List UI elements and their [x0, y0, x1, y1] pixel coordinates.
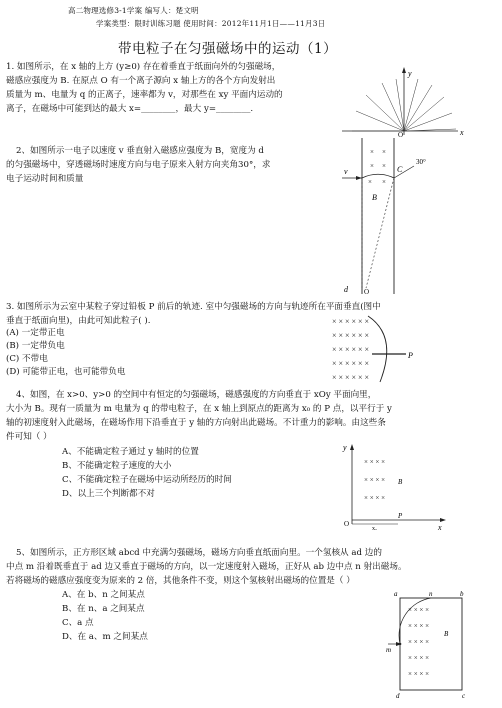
svg-text:×: × [382, 148, 386, 156]
question-2-line-3: 电子运动时间和质量 [6, 174, 84, 184]
question-1-line-1: 1. 如图所示，在 x 轴的上方 (y≥0) 存在着垂直于纸面向外的匀强磁场， [6, 62, 281, 72]
question-4-option-d: D、以上三个判断都不对 [62, 489, 155, 499]
question-4-line-4: 件可知（ ） [6, 432, 52, 442]
question-4-option-c: C、不能确定粒子在磁场中运动所经历的时间 [62, 475, 232, 485]
fig5-b-label: b [460, 590, 464, 598]
fig2-v-label: v [344, 167, 348, 176]
question-3-option-c: (C) 不带电 [6, 354, 48, 364]
svg-text:× × × ×: × × × × [364, 494, 386, 502]
svg-text:× × × × × ×: × × × × × × [332, 345, 370, 354]
fig4-y-label: y [343, 443, 347, 452]
svg-text:× × × ×: × × × × [364, 476, 386, 484]
question-4-line-3: 轴的初速度射入此磁场，在磁场作用下沿垂直于 y 轴的方向射出此磁场。不计重力的影响。由这些条 [6, 418, 386, 428]
figure-4-diagram [338, 440, 450, 530]
svg-text:× × × × × ×: × × × × × × [332, 373, 370, 382]
svg-text:× × × ×: × × × × [408, 622, 430, 630]
question-3-line-2: 垂直于纸面向里)，由此可知此粒子( ). [6, 316, 151, 326]
fig4-origin-label: O [344, 520, 350, 528]
page-title: 带电粒子在匀强磁场中的运动（1） [118, 41, 338, 57]
fig4-x-label: x [438, 523, 442, 530]
question-2-line-1: 2、如图所示一电子以速度 v 垂直射入磁感应强度为 B，宽度为 d [16, 146, 264, 156]
question-5-line-2: 中点 m 沿着既垂直于 ad 边又垂直于磁场的方向，以一定速度射入磁场，正好从 ab 边中点 n 射出磁场。 [6, 562, 407, 572]
fig2-c-label: C [397, 165, 403, 174]
question-5-line-1: 5、如图所示，正方形区域 abcd 中充满匀强磁场，磁场方向垂直纸面向里。一个氢核从 ad 边的 [16, 548, 382, 558]
fig3-p-label: P [408, 351, 413, 360]
question-1-line-4: 离子，在磁场中可能到达的最大 x=________，最大 y=________. [6, 104, 254, 114]
figure-5-diagram [384, 590, 470, 702]
fig2-origin-label: O [364, 288, 370, 296]
fig4-p-label: P [398, 512, 403, 520]
question-4-line-2: 大小为 B。现有一质量为 m 电量为 q 的带电粒子，在 x 轴上到原点的距离为 x₀ 的 P 点，以平行于 y [6, 404, 392, 414]
question-3-option-a: (A) 一定带正电 [6, 328, 65, 338]
svg-text:×: × [382, 178, 386, 186]
fig5-n-label: n [429, 590, 433, 598]
svg-text:× × × × × ×: × × × × × × [332, 359, 370, 368]
fig5-d-label: d [396, 692, 400, 700]
svg-text:× × × ×: × × × × [408, 654, 430, 662]
question-3-option-b: (B) 一定带负电 [6, 341, 65, 351]
fig2-d-label: d [344, 285, 348, 294]
svg-text:× × × ×: × × × × [408, 638, 430, 646]
svg-text:×: × [382, 162, 386, 170]
fig1-x-label: x [460, 128, 464, 137]
svg-text:×: × [370, 148, 374, 156]
question-5-option-d: D、在 a、m 之间某点 [62, 632, 148, 642]
fig5-a-label: a [394, 590, 398, 598]
fig2-b-label: B [372, 193, 377, 202]
header-line-1: 高二物理选修3-1学案 编写人：楚文明 [68, 6, 199, 15]
question-3-option-d: (D) 可能带正电，也可能带负电 [6, 367, 126, 377]
fig2-angle-label: 30° [416, 158, 426, 166]
fig4-b-label: B [398, 478, 403, 486]
question-1-line-3: 质量为 m、电量为 q 的正离子，速率都为 v，对那些在 xy 平面内运动的 [6, 90, 283, 100]
question-5-line-3: 若将磁场的磁感应强度变为原来的 2 倍，其他条件不变，则这个氢核射出磁场的位置是（ ） [6, 576, 355, 586]
header-line-2: 学案类型：限时训练习题 使用时间：2012年11月1日——11月3日 [96, 19, 326, 28]
svg-text:× × × ×: × × × × [408, 670, 430, 678]
question-4-option-b: B、不能确定粒子速度的大小 [62, 461, 172, 471]
svg-text:×: × [368, 178, 372, 186]
fig5-m-label: m [386, 646, 392, 654]
question-2-line-2: 的匀强磁场中，穿透磁场时速度方向与电子原来入射方向夹角30°，求 [6, 160, 271, 170]
svg-text:× × × ×: × × × × [408, 606, 430, 614]
question-1-line-2: 磁感应强度为 B. 在原点 O 有一个离子源向 x 轴上方的各个方向发射出 [6, 76, 276, 86]
fig5-c-label: c [462, 692, 466, 700]
svg-text:× × × ×: × × × × [364, 458, 386, 466]
svg-text:× × × × × ×: × × × × × × [332, 317, 370, 326]
fig1-y-label: y [408, 69, 412, 78]
svg-text:×: × [370, 162, 374, 170]
fig4-x0-label: x₀ [372, 526, 378, 530]
fig1-origin-label: O [398, 131, 404, 137]
figure-1-diagram [338, 65, 498, 137]
question-4-line-1: 4、如图，在 x>0、y>0 的空间中有恒定的匀强磁场，磁感强度的方向垂直于 xOy 平面向里， [16, 390, 377, 400]
question-5-option-a: A、在 b、n 之间某点 [62, 590, 145, 600]
fig5-b-field-label: B [444, 630, 449, 638]
question-3-line-1: 3. 如图所示为云室中某粒子穿过铅板 P 前后的轨迹. 室中匀强磁场的方向与轨迹所在平面垂直(图中 [6, 302, 381, 312]
figure-3-diagram [328, 314, 420, 384]
question-5-option-c: C、a 点 [62, 618, 94, 628]
question-5-option-b: B、在 n、a 之间某点 [62, 604, 145, 614]
figure-2-diagram [342, 134, 452, 296]
question-4-option-a: A、不能确定粒子通过 y 轴时的位置 [62, 447, 199, 457]
svg-text:× × × × × ×: × × × × × × [332, 331, 370, 340]
